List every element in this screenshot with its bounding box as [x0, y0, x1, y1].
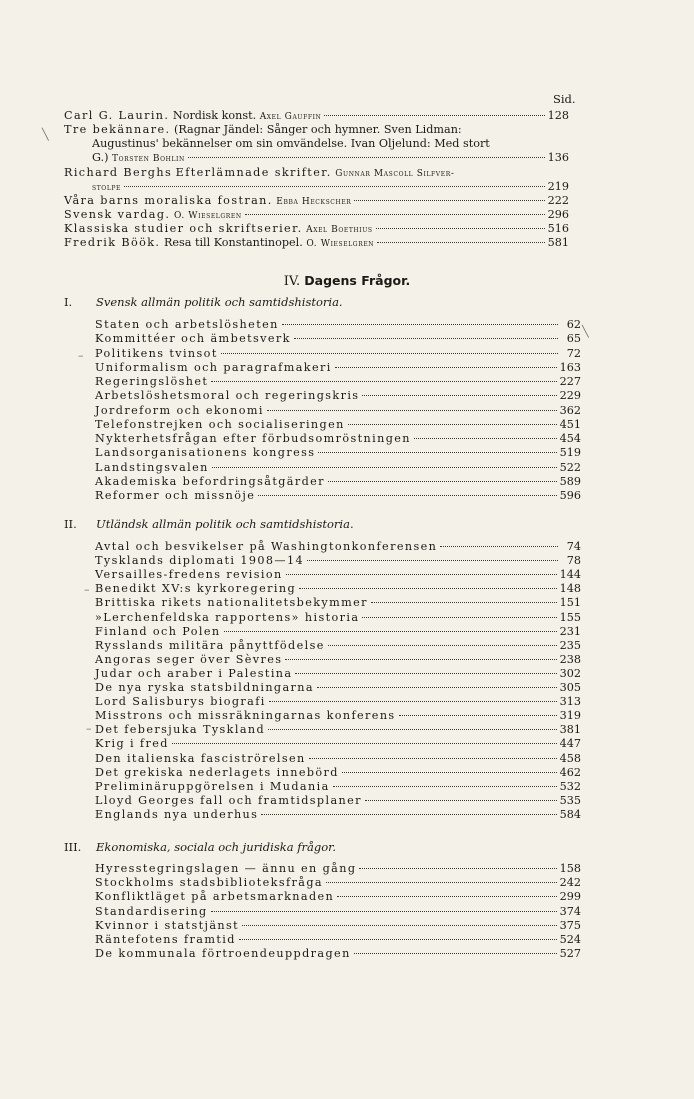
toc-entry-page: 155	[559, 611, 581, 624]
toc-entry-page: 451	[559, 418, 581, 431]
toc-entry	[95, 446, 581, 460]
toc-entry-page: 519	[559, 446, 581, 459]
toc-entry	[95, 418, 581, 432]
toc-entry-title: Stockholms stadsbiblioteksfråga	[95, 876, 323, 889]
toc-entry-title: Landstingsvalen	[95, 461, 209, 474]
toc-entry-page: 524	[559, 933, 581, 946]
toc-entry	[95, 905, 581, 919]
toc-entry-page: 589	[559, 475, 581, 488]
toc-entry	[95, 890, 581, 904]
toc-entry-page: 238	[559, 653, 581, 666]
toc-entry-title: Standardisering	[95, 905, 208, 918]
toc-entry-page: 447	[559, 737, 581, 750]
toc-entry-title: Konfliktläget på arbetsmarknaden	[95, 890, 335, 903]
toc-entry-title: Misstrons och missräkningarnas konferens	[95, 709, 396, 722]
toc-entry-page: 527	[559, 947, 581, 960]
dot-leader	[242, 925, 557, 926]
pencil-mark: –	[78, 349, 84, 362]
toc-entry	[95, 347, 581, 361]
toc-entry-page: 229	[559, 389, 581, 402]
dot-leader	[318, 452, 556, 453]
toc-entry-page: 158	[559, 862, 581, 875]
toc-entry	[95, 653, 581, 667]
toc-entry	[95, 947, 581, 961]
toc-entry-page: 144	[559, 568, 581, 581]
toc-entry-page: 78	[566, 554, 581, 567]
toc-entry-title: Lord Salisburys biografi	[95, 695, 266, 708]
toc-entry-title: Uniformalism och paragrafmakeri	[95, 361, 332, 374]
toc-entry-page: 227	[559, 375, 581, 388]
top-entry: Carl G. Laurin. Nordisk konst. Axel Gauffin 128	[64, 109, 569, 122]
toc-entry-title: Telefonstrejken och socialiseringen	[95, 418, 345, 431]
dot-leader	[440, 546, 558, 547]
toc-entry	[95, 766, 581, 780]
toc-entry	[95, 625, 581, 639]
toc-entry-page: 148	[559, 582, 581, 595]
toc-entry	[95, 709, 581, 723]
dot-leader	[267, 410, 557, 411]
toc-entry-page: 62	[566, 318, 581, 331]
toc-entry-page: 362	[559, 404, 581, 417]
dot-leader	[362, 395, 556, 396]
section-heading: III. Ekonomiska, sociala och juridiska frågor.	[64, 840, 337, 854]
dot-leader	[221, 353, 558, 354]
toc-entry	[95, 611, 581, 625]
toc-entry	[95, 461, 581, 475]
dot-leader	[294, 338, 558, 339]
toc-entry-page: 584	[559, 808, 581, 821]
top-entry: Våra barns moraliska fostran. Ebba Heckscher 222	[64, 194, 569, 207]
toc-entry	[95, 361, 581, 375]
toc-entry	[95, 389, 581, 403]
top-entry: Fredrik Böök. Resa till Konstantinopel. O. Wieselgren 581	[64, 236, 569, 249]
dot-leader	[269, 701, 557, 702]
toc-entry-title: Finland och Polen	[95, 625, 221, 638]
dot-leader	[239, 939, 557, 940]
toc-entry-page: 381	[559, 723, 581, 736]
dot-leader	[285, 659, 556, 660]
dot-leader	[362, 617, 556, 618]
toc-entry-page: 242	[559, 876, 581, 889]
toc-entry	[95, 780, 581, 794]
toc-entry	[95, 808, 581, 822]
dot-leader	[268, 729, 557, 730]
toc-entry-title: Akademiska befordringsåtgärder	[95, 475, 325, 488]
toc-entry-title: Rysslands militära pånyttfödelse	[95, 639, 325, 652]
toc-entry	[95, 794, 581, 808]
dot-leader	[224, 631, 557, 632]
toc-entry-title: Staten och arbetslösheten	[95, 318, 279, 331]
dot-leader	[309, 758, 557, 759]
dot-leader	[371, 602, 557, 603]
dot-leader	[317, 687, 557, 688]
toc-entry-title: De kommunala förtroendeuppdragen	[95, 947, 351, 960]
toc-entry-title: Tysklands diplomati 1908—14	[95, 554, 305, 567]
top-entry-continuation: Augustinus' bekännelser om sin omvändelse. Ivan Oljelund: Med stort	[92, 137, 490, 150]
toc-entry-title: Englands nya underhus	[95, 808, 259, 821]
toc-entry-title: Judar och araber i Palestina	[95, 667, 293, 680]
toc-entry-title: Versailles-fredens revision	[95, 568, 283, 581]
toc-entry-title: Brittiska rikets nationalitetsbekymmer	[95, 596, 368, 609]
toc-entry-page: 374	[559, 905, 581, 918]
toc-entry	[95, 375, 581, 389]
top-entry: Klassiska studier och skriftserier. Axel Boethius 516	[64, 222, 569, 235]
toc-entry	[95, 318, 581, 332]
toc-entry-page: 74	[566, 540, 581, 553]
toc-entry	[95, 639, 581, 653]
toc-entry	[95, 862, 581, 876]
toc-entry-page: 231	[559, 625, 581, 638]
pencil-mark: ╲	[42, 128, 49, 141]
dot-leader	[295, 673, 556, 674]
toc-entry	[95, 933, 581, 947]
toc-entry-title: Krig i fred	[95, 737, 169, 750]
top-entry: Tre bekännare. (Ragnar Jändel: Sånger och hymner. Sven Lidman:	[64, 123, 462, 136]
dot-leader	[354, 953, 557, 954]
dot-leader	[399, 715, 557, 716]
part-title: Dagens Frågor.	[304, 273, 411, 288]
toc-entry-title: Politikens tvinsot	[95, 347, 218, 360]
toc-entry-page: 299	[559, 890, 581, 903]
toc-entry-title: Angoras seger över Sèvres	[95, 653, 283, 666]
toc-entry	[95, 667, 581, 681]
dot-leader	[258, 495, 556, 496]
toc-entry-title: Det febersjuka Tyskland	[95, 723, 266, 736]
top-entry-continuation: G.) Torsten Bohlin 136	[92, 151, 569, 164]
dot-leader	[286, 574, 557, 575]
toc-entry	[95, 876, 581, 890]
toc-entry	[95, 540, 581, 554]
toc-entry	[95, 475, 581, 489]
toc-entry	[95, 404, 581, 418]
toc-entry	[95, 554, 581, 568]
pencil-mark: –	[86, 722, 92, 735]
toc-entry-page: 163	[559, 361, 581, 374]
part-numeral: IV.	[283, 274, 301, 289]
toc-entry-page: 313	[559, 695, 581, 708]
dot-leader	[335, 367, 557, 368]
toc-entry	[95, 681, 581, 695]
toc-entry	[95, 695, 581, 709]
dot-leader	[359, 868, 556, 869]
toc-entry	[95, 723, 581, 737]
top-entry-continuation: stolpe 219	[92, 180, 569, 193]
dot-leader	[261, 814, 556, 815]
toc-entry-title: Lloyd Georges fall och framtidsplaner	[95, 794, 362, 807]
toc-entry-page: 302	[559, 667, 581, 680]
section-heading: I. Svensk allmän politik och samtidshistoria.	[64, 295, 343, 309]
toc-entry-page: 65	[566, 332, 581, 345]
dot-leader	[212, 467, 557, 468]
toc-entry-title: Landsorganisationens kongress	[95, 446, 316, 459]
toc-entry-title: Avtal och besvikelser på Washingtonkonferensen	[95, 540, 438, 553]
toc-entry	[95, 489, 581, 503]
toc-entry-title: Hyresstegringslagen — ännu en gång	[95, 862, 357, 875]
pencil-mark: –	[84, 583, 90, 596]
toc-entry-title: De nya ryska statsbildningarna	[95, 681, 314, 694]
toc-entry-page: 535	[559, 794, 581, 807]
dot-leader	[342, 772, 557, 773]
toc-entry-page: 596	[559, 489, 581, 502]
toc-entry-page: 458	[559, 752, 581, 765]
dot-leader	[328, 481, 557, 482]
toc-entry-title: Det grekiska nederlagets innebörd	[95, 766, 339, 779]
toc-entry-page: 151	[559, 596, 581, 609]
toc-entry-page: 522	[559, 461, 581, 474]
toc-entry-title: Kommittéer och ämbetsverk	[95, 332, 291, 345]
toc-entry-page: 319	[559, 709, 581, 722]
section-heading: II. Utländsk allmän politik och samtidshistoria.	[64, 517, 354, 531]
toc-entry-title: Regeringslöshet	[95, 375, 209, 388]
toc-entry-title: Reformer och missnöje	[95, 489, 256, 502]
toc-entry-page: 305	[559, 681, 581, 694]
dot-leader	[328, 645, 557, 646]
toc-entry-page: 72	[566, 347, 581, 360]
toc-entry-title: »Lerchenfeldska rapportens» historia	[95, 611, 360, 624]
toc-entry	[95, 568, 581, 582]
toc-entry	[95, 752, 581, 766]
toc-entry-page: 462	[559, 766, 581, 779]
toc-entry-title: Benedikt XV:s kyrkoregering	[95, 582, 297, 595]
dot-leader	[282, 324, 558, 325]
toc-entry-title: Arbetslöshetsmoral och regeringskris	[95, 389, 360, 402]
dot-leader	[365, 800, 557, 801]
dot-leader	[172, 743, 557, 744]
toc-entry-page: 454	[559, 432, 581, 445]
toc-entry	[95, 737, 581, 751]
page-column-label: Sid.	[553, 92, 576, 106]
dot-leader	[348, 424, 557, 425]
toc-entry-title: Kvinnor i statstjänst	[95, 919, 240, 932]
dot-leader	[333, 786, 557, 787]
dot-leader	[307, 560, 558, 561]
toc-entry-page: 532	[559, 780, 581, 793]
dot-leader	[211, 381, 556, 382]
dot-leader	[326, 882, 557, 883]
pencil-mark: ╲	[582, 325, 589, 338]
toc-entry-page: 235	[559, 639, 581, 652]
toc-entry-page: 375	[559, 919, 581, 932]
toc-entry	[95, 432, 581, 446]
toc-entry	[95, 582, 581, 596]
dot-leader	[211, 911, 557, 912]
top-entry: Richard Berghs Efterlämnade skrifter. Gunnar Mascoll Silfver-	[64, 166, 455, 179]
dot-leader	[299, 588, 557, 589]
toc-entry-title: Räntefotens framtid	[95, 933, 236, 946]
part-heading	[0, 273, 694, 289]
toc-entry	[95, 919, 581, 933]
toc-entry-title: Preliminäruppgörelsen i Mudania	[95, 780, 330, 793]
toc-entry	[95, 332, 581, 346]
toc-entry	[95, 596, 581, 610]
toc-entry-title: Den italienska fasciströrelsen	[95, 752, 306, 765]
top-entry: Svensk vardag. O. Wieselgren 296	[64, 208, 569, 221]
dot-leader	[414, 438, 557, 439]
toc-entry-title: Nykterhetsfrågan efter förbudsomröstningen	[95, 432, 411, 445]
toc-entry-title: Jordreform och ekonomi	[95, 404, 264, 417]
dot-leader	[337, 896, 556, 897]
